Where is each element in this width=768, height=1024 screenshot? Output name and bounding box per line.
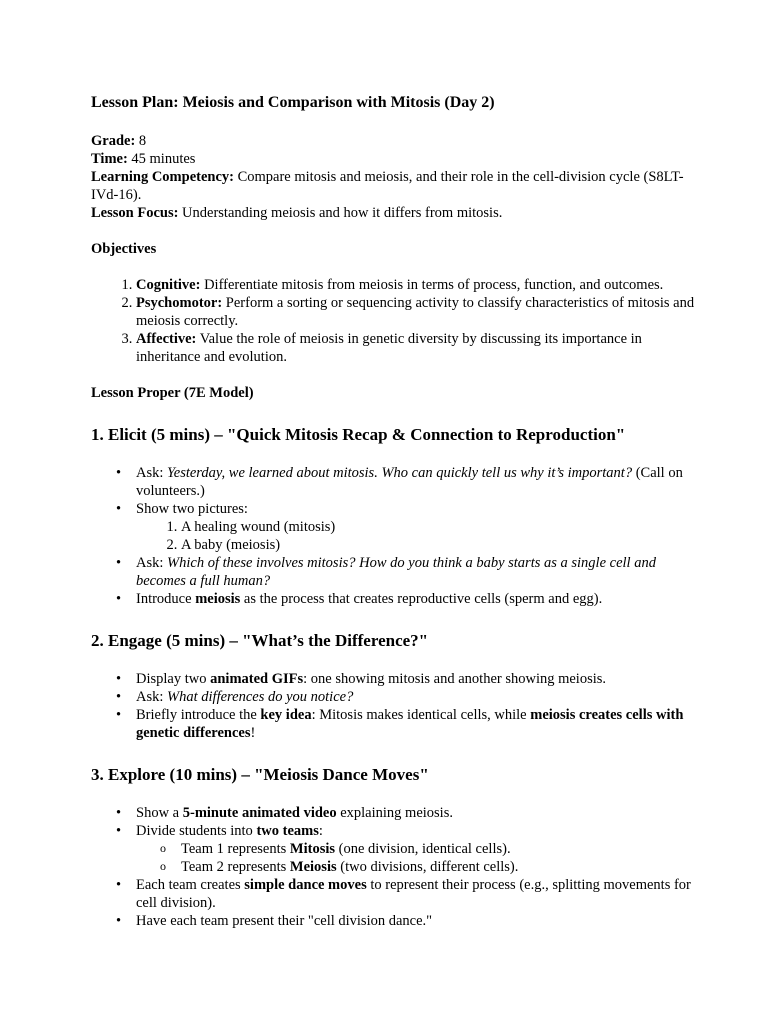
text-run: Ask: — [136, 555, 168, 571]
text-run: explaining meiosis. — [336, 805, 453, 821]
bullet-item — [136, 464, 708, 500]
bold-text: Mitosis — [289, 841, 336, 857]
text-run: Ask: — [136, 465, 168, 481]
meta-label: Grade: — [91, 133, 136, 149]
bold-text: animated GIFs — [210, 671, 304, 687]
italic-text: What differences do you notice? — [167, 689, 354, 705]
meta-value: 45 minutes — [127, 151, 196, 167]
bullet-item — [136, 500, 708, 554]
text-run: Each team creates — [136, 877, 245, 893]
objective-label: Cognitive: — [136, 277, 201, 293]
section-bullet-list — [91, 670, 708, 742]
bold-text: Meiosis — [289, 859, 337, 875]
text-run: ! — [250, 725, 256, 741]
text-run: Ask: — [136, 689, 168, 705]
text-run: Show a — [136, 805, 183, 821]
meta-label: Lesson Focus: — [91, 205, 179, 221]
section-heading: 1. Elicit (5 mins) – "Quick Mitosis Recap & Connection to Reproduction" — [91, 425, 626, 444]
bold-text: key idea — [260, 707, 312, 723]
bullet-item — [136, 670, 708, 688]
objective-text: Differentiate mitosis from meiosis in terms of process, function, and outcomes. — [200, 277, 664, 293]
bold-text: 5-minute animated video — [182, 805, 337, 821]
text-run: (two divisions, different cells). — [336, 859, 519, 875]
text-run: Have each team present their "cell division dance." — [136, 913, 433, 929]
objective-item — [136, 294, 708, 330]
text-run: Team 2 represents — [181, 859, 290, 875]
text-run: Divide students into — [136, 823, 257, 839]
text-run: : one showing mitosis and another showing meiosis. — [303, 671, 607, 687]
meta-label: Learning Competency: — [91, 169, 234, 185]
bullet-item — [136, 590, 708, 608]
nested-list-item — [181, 858, 708, 876]
meta-focus — [91, 204, 708, 222]
nested-bullet-list — [136, 840, 708, 876]
text-run: to represent their process (e.g., splitting movements for cell division). — [136, 877, 691, 911]
objectives-list — [91, 276, 708, 366]
bullet-item — [136, 876, 708, 912]
lesson-proper-heading: Lesson Proper (7E Model) — [91, 385, 254, 401]
bullet-item — [136, 804, 708, 822]
italic-text: Yesterday, we learned about mitosis. Who can quickly tell us why it’s important? — [167, 465, 633, 481]
objective-label: Affective: — [136, 331, 197, 347]
bold-text: simple dance moves — [244, 877, 367, 893]
objective-item — [136, 330, 708, 366]
nested-list-item: 1. A healing wound (mitosis) — [181, 518, 708, 536]
meta-block — [91, 132, 708, 222]
objective-item — [136, 276, 708, 294]
objective-label: Psychomotor: — [136, 295, 223, 311]
meta-value: 8 — [135, 133, 147, 149]
bullet-item — [136, 912, 708, 930]
meta-competency — [91, 168, 708, 204]
italic-text: Which of these involves mitosis? How do you think a baby starts as a single cell and becomes a full human? — [136, 555, 656, 589]
text-run: Display two — [136, 671, 211, 687]
text-run: (Call on volunteers.) — [136, 465, 683, 499]
meta-time — [91, 150, 708, 168]
bold-text: meiosis creates cells with genetic differences — [136, 707, 684, 741]
meta-grade — [91, 132, 708, 150]
document-title: Lesson Plan: Meiosis and Comparison with Mitosis (Day 2) — [91, 94, 495, 111]
bold-text: meiosis — [195, 591, 241, 607]
section-heading: 3. Explore (10 mins) – "Meiosis Dance Moves" — [91, 765, 429, 784]
text-run: Briefly introduce the — [136, 707, 261, 723]
text-run: : Mitosis makes identical cells, while — [311, 707, 531, 723]
nested-list-item: 2. A baby (meiosis) — [181, 536, 708, 554]
meta-value: Compare mitosis and meiosis, and their role in the cell-division cycle (S8LT-IVd-16). — [91, 169, 684, 203]
section-bullet-list — [91, 464, 708, 608]
text-run: as the process that creates reproductive cells (sperm and egg). — [240, 591, 603, 607]
bullet-item — [136, 706, 708, 742]
nested-list-item — [181, 840, 708, 858]
bullet-item — [136, 554, 708, 590]
bullet-item — [136, 822, 708, 876]
lesson-sections — [91, 424, 708, 930]
meta-value: Understanding meiosis and how it differs from mitosis. — [178, 205, 503, 221]
bold-text: two teams — [256, 823, 319, 839]
text-run: Introduce — [136, 591, 196, 607]
text-run: Team 1 represents — [181, 841, 290, 857]
objectives-heading: Objectives — [91, 241, 157, 257]
text-run: (one division, identical cells). — [335, 841, 511, 857]
objective-text: Value the role of meiosis in genetic diversity by discussing its importance in inheritance and evolution. — [136, 331, 642, 365]
section-bullet-list — [91, 804, 708, 930]
section-heading: 2. Engage (5 mins) – "What’s the Difference?" — [91, 631, 429, 650]
objective-text: Perform a sorting or sequencing activity to classify characteristics of mitosis and meiosis correctly. — [136, 295, 695, 329]
bullet-item — [136, 688, 708, 706]
meta-label: Time: — [91, 151, 128, 167]
text-run: : — [318, 823, 323, 839]
nested-numbered-list — [136, 518, 708, 554]
text-run: Show two pictures: — [136, 501, 248, 517]
